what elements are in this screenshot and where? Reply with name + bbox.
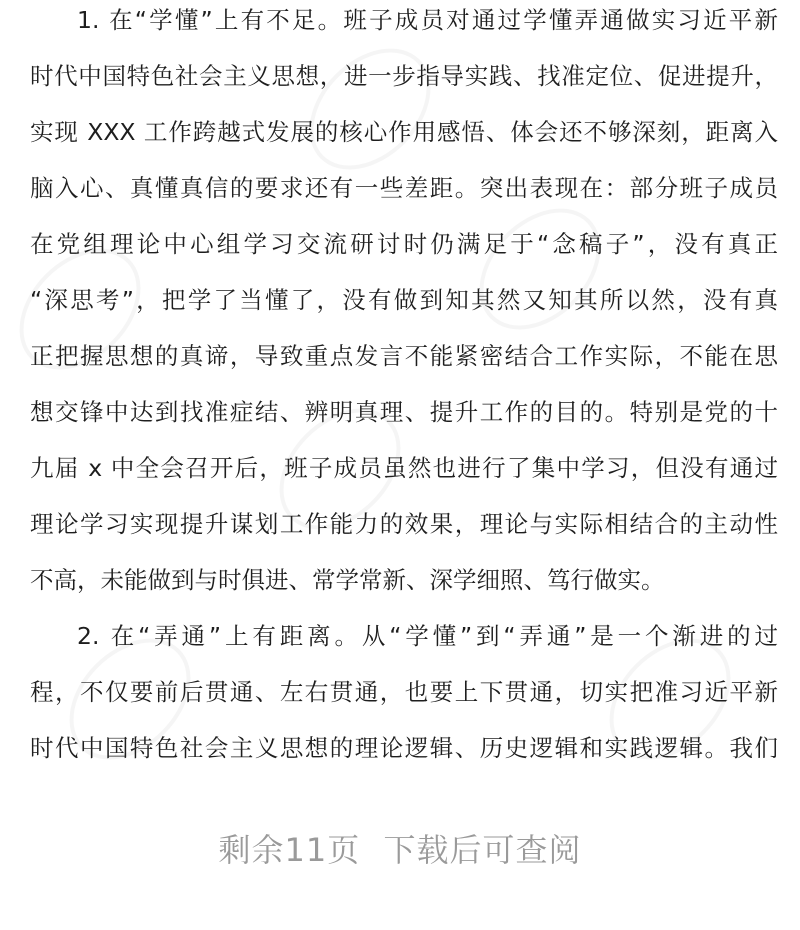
paragraph-line: “深思考”，把学了当懂了，没有做到知其然又知其所以然，没有真 — [30, 286, 778, 314]
paragraph-line: 时代中国特色社会主义思想的理论逻辑、历史逻辑和实践逻辑。我们 — [30, 734, 778, 762]
document-body — [30, 0, 778, 784]
paragraph-line: 实现 XXX 工作跨越式发展的核心作用感悟、体会还不够深刻，距离入 — [30, 118, 778, 146]
paragraph-line: 时代中国特色社会主义思想，进一步指导实践、找准定位、促进提升， — [30, 62, 778, 90]
paragraph-line: 正把握思想的真谛，导致重点发言不能紧密结合工作实际，不能在思 — [30, 342, 778, 370]
paragraph-line: 九届 x 中全会召开后，班子成员虽然也进行了集中学习，但没有通过 — [30, 454, 778, 482]
paragraph-2 — [30, 616, 778, 784]
paragraph-line: 程，不仅要前后贯通、左右贯通，也要上下贯通，切实把准习近平新 — [30, 678, 778, 706]
paragraph-line: 2. 在“弄通”上有距离。从“学懂”到“弄通”是一个渐进的过 — [77, 622, 778, 650]
paragraph-line: 不高，未能做到与时俱进、常学常新、深学细照、笃行做实。 — [30, 566, 665, 594]
paragraph-line: 脑入心、真懂真信的要求还有一些差距。突出表现在：部分班子成员 — [30, 174, 778, 202]
paragraph-line: 在党组理论中心组学习交流研讨时仍满足于“念稿子”，没有真正 — [30, 230, 778, 258]
paragraph-line: 想交锋中达到找准症结、辨明真理、提升工作的目的。特别是党的十 — [30, 398, 778, 426]
paragraph-line: 理论学习实现提升谋划工作能力的效果，理论与实际相结合的主动性 — [30, 510, 778, 538]
remaining-pages-notice: 剩余11页 下载后可查阅 — [218, 831, 582, 869]
paragraph-1 — [30, 0, 778, 616]
paragraph-line: 1. 在“学懂”上有不足。班子成员对通过学懂弄通做实习近平新 — [77, 6, 778, 34]
